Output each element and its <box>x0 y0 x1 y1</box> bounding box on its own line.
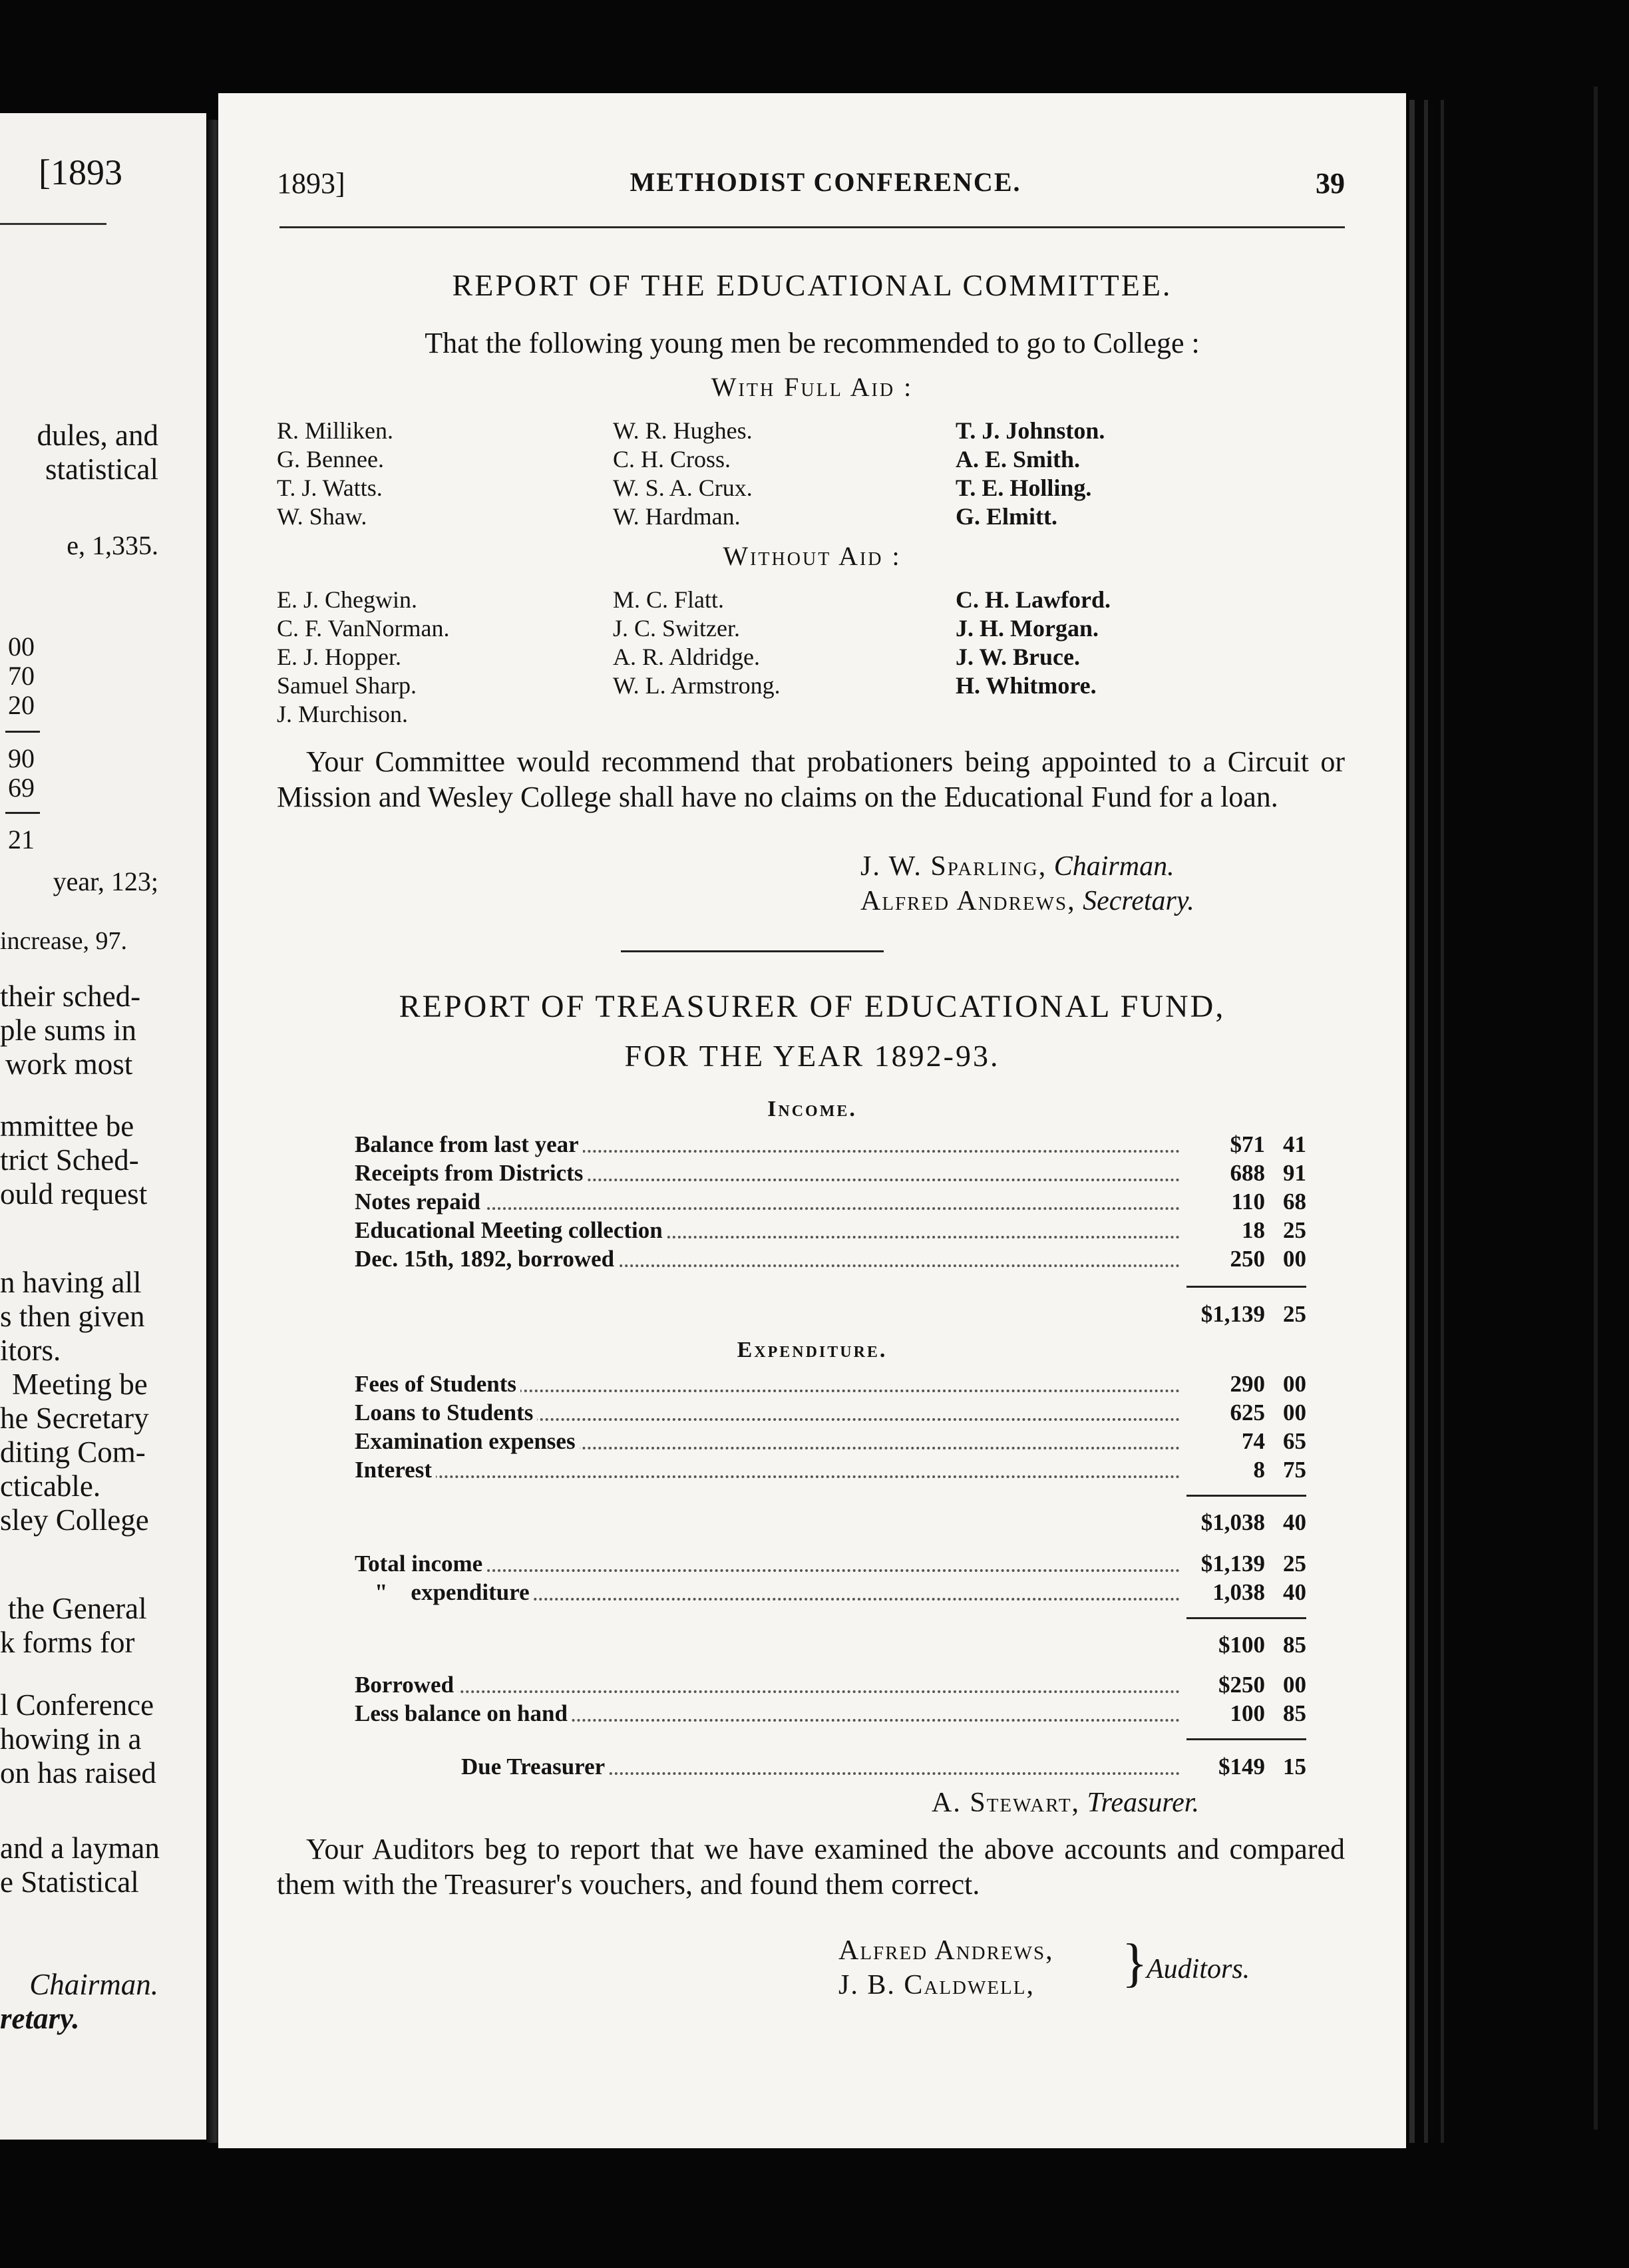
expenditure-amount: 625 00 <box>1230 1400 1306 1425</box>
student-name: C. H. Lawford. <box>956 586 1111 613</box>
student-name: A. E. Smith. <box>956 446 1081 472</box>
header-rule <box>279 226 1345 228</box>
student-name: J. W. Bruce. <box>956 644 1081 670</box>
chairman-role: Chairman. <box>1053 851 1175 882</box>
no-aid-column-2 <box>613 586 781 700</box>
leader-dots <box>355 1475 1180 1478</box>
student-name: T. J. Johnston. <box>956 417 1105 444</box>
borrowing-row <box>355 1700 1306 1728</box>
left-fragment-line: e Statistical <box>0 1865 139 1899</box>
borrowing-amount: 100 85 <box>1230 1700 1306 1726</box>
income-label: Receipts from Districts <box>355 1160 587 1187</box>
total-rule <box>1186 1495 1306 1497</box>
secretary-name: Alfred Andrews, <box>860 886 1076 916</box>
auditors-role-wrap <box>1147 1953 1250 1985</box>
comparison-amount: $1,139 25 <box>1200 1551 1306 1577</box>
expenditure-amount: 290 00 <box>1230 1371 1306 1397</box>
left-fragment-line: ould request <box>0 1177 148 1211</box>
left-page-fragment <box>0 113 206 2140</box>
due-amount: $149 15 <box>1218 1754 1306 1780</box>
auditors-statement: Your Auditors beg to report that we have examined the above accounts and compared them with the Treasurer's vouchers, and found them correct. <box>277 1833 1345 1901</box>
left-fragment-line: s then given <box>0 1300 145 1333</box>
expenditure-label: Loans to Students <box>355 1400 537 1426</box>
left-fragment-line: trict Sched- <box>0 1143 139 1177</box>
income-label: Notes repaid <box>355 1189 484 1215</box>
left-header-rule <box>0 223 106 225</box>
left-fragment-line: he Secretary <box>0 1402 149 1435</box>
student-name: R. Milliken. <box>277 417 394 444</box>
left-fragment-line: l Conference <box>0 1688 154 1722</box>
income-total: $1,139 25 <box>1200 1301 1306 1327</box>
income-amount: 18 25 <box>1242 1217 1306 1243</box>
student-name: J. H. Morgan. <box>956 615 1099 642</box>
comparison-label: Total income <box>355 1551 486 1577</box>
expenditure-row <box>355 1428 1306 1456</box>
income-row <box>355 1160 1306 1188</box>
comparison-row <box>355 1551 1306 1579</box>
left-fragment-line: and a layman <box>0 1831 160 1865</box>
expenditure-row <box>355 1371 1306 1399</box>
student-name: J. C. Switzer. <box>613 615 741 642</box>
left-fragment-line: ple sums in <box>0 1014 137 1047</box>
left-fragment-line: howing in a <box>0 1722 142 1756</box>
balance-row <box>355 1632 1306 1660</box>
left-fragment-line: retary. <box>0 2002 80 2035</box>
due-treasurer-row <box>461 1754 1306 1782</box>
income-total-row <box>355 1301 1306 1329</box>
auditors-role: Auditors. <box>1147 1954 1250 1984</box>
student-name: C. H. Cross. <box>613 446 731 472</box>
student-name: J. Murchison. <box>277 701 408 727</box>
balance-amount: $100 85 <box>1218 1632 1306 1658</box>
secretary-signature <box>860 885 1194 917</box>
page-edge <box>1441 100 1444 2143</box>
left-fragment-line: statistical <box>45 453 158 486</box>
chairman-signature <box>860 850 1175 882</box>
income-row <box>355 1131 1306 1159</box>
income-row <box>355 1189 1306 1217</box>
expenditure-amount: 74 65 <box>1242 1428 1306 1454</box>
left-fragment-line: mmittee be <box>0 1109 134 1143</box>
expenditure-heading: Expenditure. <box>737 1338 888 1362</box>
income-amount: 688 91 <box>1230 1160 1306 1186</box>
student-name: G. Bennee. <box>277 446 384 472</box>
committee-recommendation: Your Committee would recommend that probationers being appointed to a Circuit or Mission and Wesley College shall have no claims on the Educational Fund for a loan. <box>277 745 1345 813</box>
total-rule <box>1186 1286 1306 1288</box>
left-fragment-line: 00 <box>8 632 35 662</box>
expenditure-label: Interest <box>355 1457 436 1483</box>
student-name: Samuel Sharp. <box>277 672 417 699</box>
comparison-label: " expenditure <box>375 1579 534 1606</box>
without-aid-heading: Without Aid : <box>723 541 902 571</box>
left-fragment-line: itors. <box>0 1334 61 1367</box>
chairman-name: J. W. Sparling, <box>860 851 1047 882</box>
page-edge <box>1409 100 1415 2143</box>
expenditure-label: Examination expenses <box>355 1428 580 1455</box>
expenditure-row <box>355 1400 1306 1427</box>
income-label: Educational Meeting collection <box>355 1217 667 1244</box>
income-row <box>355 1246 1306 1274</box>
left-page-header: [1893 <box>39 152 122 192</box>
full-aid-column-3 <box>956 417 1105 531</box>
left-fragment-line: the General <box>8 1592 147 1625</box>
left-fragment-line: 70 <box>8 661 35 691</box>
left-sum-rule <box>5 731 40 733</box>
income-row <box>355 1217 1306 1245</box>
left-fragment-line: 21 <box>8 825 35 854</box>
comparison-row <box>355 1579 1306 1607</box>
no-aid-column-3 <box>956 586 1111 700</box>
student-name: M. C. Flatt. <box>613 586 725 613</box>
student-name: C. F. VanNorman. <box>277 615 450 642</box>
left-fragment-line: n having all <box>0 1266 142 1299</box>
left-fragment-line: increase, 97. <box>0 927 127 955</box>
student-name: W. Shaw. <box>277 503 367 530</box>
left-fragment-line: Chairman. <box>29 1968 158 2001</box>
expenditure-total: $1,038 40 <box>1200 1509 1306 1535</box>
total-rule <box>1186 1738 1306 1740</box>
student-name: E. J. Chegwin. <box>277 586 417 613</box>
income-heading: Income. <box>767 1097 857 1121</box>
left-fragment-line: k forms for <box>0 1626 135 1659</box>
borrowing-row <box>355 1672 1306 1700</box>
left-fragment-line: 90 <box>8 743 35 773</box>
left-fragment-line: Meeting be <box>12 1368 148 1401</box>
student-name: T. E. Holling. <box>956 474 1092 501</box>
left-fragment-line: 20 <box>8 690 35 720</box>
left-fragment-line: sley College <box>0 1503 149 1537</box>
treasurer-signature <box>932 1787 1199 1819</box>
auditor-name: J. B. Caldwell, <box>838 1970 1035 2000</box>
student-name: W. Hardman. <box>613 503 741 530</box>
full-aid-column-2 <box>613 417 753 531</box>
borrowing-amount: $250 00 <box>1218 1672 1306 1698</box>
page-edge <box>1424 100 1428 2143</box>
student-name: W. S. A. Crux. <box>613 474 753 501</box>
expenditure-label: Fees of Students <box>355 1371 520 1398</box>
student-name: W. R. Hughes. <box>613 417 753 444</box>
full-aid-column-1 <box>277 417 393 531</box>
borrowing-label: Less balance on hand <box>355 1700 572 1727</box>
committee-report-title: REPORT OF THE EDUCATIONAL COMMITTEE. <box>452 268 1173 302</box>
left-fragment-line: 69 <box>8 773 35 803</box>
total-rule <box>1186 1617 1306 1619</box>
auditor-name: Alfred Andrews, <box>838 1935 1054 1966</box>
income-amount: 250 00 <box>1230 1246 1306 1272</box>
income-amount: $71 41 <box>1230 1131 1306 1157</box>
page-number: 39 <box>1316 167 1345 200</box>
treasurer-name: A. Stewart, <box>932 1788 1081 1818</box>
left-sum-rule <box>5 812 40 814</box>
expenditure-amount: 8 75 <box>1253 1457 1306 1483</box>
page-edge <box>1594 87 1598 2130</box>
left-fragment-line: year, 123; <box>53 866 158 896</box>
treasurer-report-year: FOR THE YEAR 1892-93. <box>624 1039 1000 1073</box>
left-fragment-line: dules, and <box>37 419 158 452</box>
student-name: H. Whitmore. <box>956 672 1097 699</box>
left-fragment-line: cticable. <box>0 1469 101 1503</box>
expenditure-total-row <box>355 1509 1306 1537</box>
running-head-title: METHODIST CONFERENCE. <box>630 167 1021 197</box>
borrowing-label: Borrowed <box>355 1672 458 1698</box>
due-label: Due Treasurer <box>461 1754 609 1780</box>
student-name: A. R. Aldridge. <box>613 644 760 670</box>
section-divider <box>621 950 884 952</box>
expenditure-row <box>355 1457 1306 1485</box>
left-fragment-line: e, 1,335. <box>67 530 158 560</box>
student-name: E. J. Hopper. <box>277 644 401 670</box>
comparison-amount: 1,038 40 <box>1212 1579 1306 1605</box>
committee-intro: That the following young men be recommended to go to College : <box>425 327 1200 359</box>
leader-dots <box>355 1690 1180 1693</box>
running-head-year: 1893] <box>277 167 345 200</box>
secretary-role: Secretary. <box>1083 886 1194 916</box>
left-fragment-line: on has raised <box>0 1756 156 1790</box>
income-label: Balance from last year <box>355 1131 583 1158</box>
treasurer-role: Treasurer. <box>1087 1788 1199 1818</box>
page-39 <box>218 93 1406 2148</box>
left-fragment-line: work most <box>5 1047 133 1081</box>
left-fragment-line: their sched- <box>0 980 141 1013</box>
auditors-brace: } <box>1122 1934 1148 1992</box>
auditor-names <box>838 1933 1054 2002</box>
treasurer-report-title: REPORT OF TREASURER OF EDUCATIONAL FUND, <box>399 989 1226 1024</box>
with-full-aid-heading: With Full Aid : <box>711 372 914 402</box>
student-name: W. L. Armstrong. <box>613 672 781 699</box>
left-fragment-line: diting Com- <box>0 1435 146 1469</box>
income-label: Dec. 15th, 1892, borrowed <box>355 1246 618 1272</box>
income-amount: 110 68 <box>1231 1189 1306 1215</box>
student-name: T. J. Watts. <box>277 474 383 501</box>
student-name: G. Elmitt. <box>956 503 1057 530</box>
no-aid-column-1 <box>277 586 449 729</box>
